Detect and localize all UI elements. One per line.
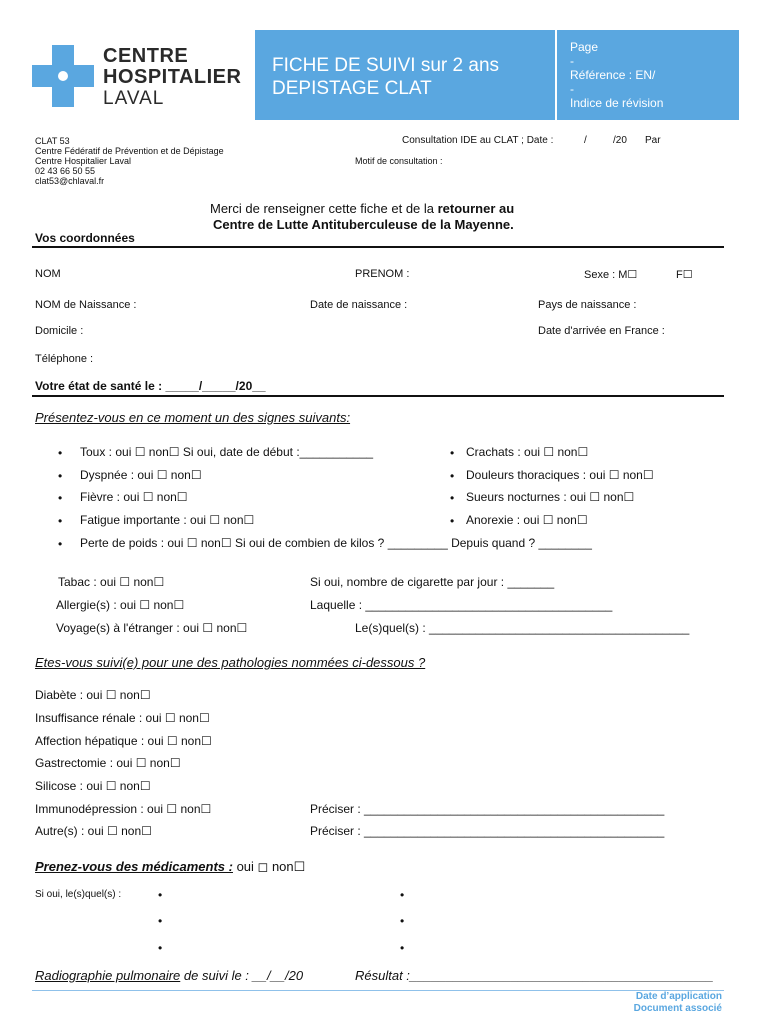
footer-document-associe: Document associé — [633, 1003, 722, 1014]
page-label: Page — [570, 40, 599, 54]
arrivee-france-label: Date d'arrivée en France : — [538, 325, 665, 337]
nom-naissance-label: NOM de Naissance : — [35, 299, 137, 311]
allergie-options[interactable]: Allergie(s) : oui ☐ non☐ — [56, 598, 185, 612]
document-title — [272, 54, 499, 100]
tabac-options[interactable]: Tabac : oui ☐ non☐ — [58, 575, 165, 589]
reference-label: Référence : EN/ — [570, 68, 656, 82]
medicament-bullet: • — [400, 941, 405, 955]
signes-heading: Présentez-vous en ce moment un des signes suivants: — [35, 410, 351, 425]
sueurs-options[interactable]: Sueurs nocturnes : oui ☐ non☐ — [466, 490, 635, 504]
fievre-options[interactable]: Fièvre : oui ☐ non☐ — [80, 490, 188, 504]
si-oui-lesquels-label: Si oui, le(s)quel(s) : — [35, 889, 122, 900]
diabete-options[interactable]: Diabète : oui ☐ non☐ — [35, 688, 151, 702]
intro-line-2: Centre de Lutte Antituberculeuse de la Mayenne. — [213, 217, 514, 232]
bullet: • — [58, 446, 63, 460]
dyspnee-options[interactable]: Dyspnée : oui ☐ non☐ — [80, 468, 202, 482]
preciser-field-1[interactable]: Préciser : _____________________________________________ — [310, 802, 665, 816]
address-line: Centre Hospitalier Laval — [35, 156, 132, 166]
section-rule — [32, 395, 724, 397]
insuffisance-renale-options[interactable]: Insuffisance rénale : oui ☐ non☐ — [35, 711, 210, 725]
etat-sante-heading: Votre état de santé le : _____/_____/20__ — [35, 379, 266, 393]
address-block — [35, 136, 224, 186]
crachats-options[interactable]: Crachats : oui ☐ non☐ — [466, 445, 589, 459]
medicament-bullet: • — [400, 914, 405, 928]
nom-label: NOM — [35, 268, 61, 280]
medicaments-line — [35, 859, 305, 875]
douleurs-options[interactable]: Douleurs thoraciques : oui ☐ non☐ — [466, 468, 654, 482]
bullet: • — [58, 537, 63, 551]
dash: - — [570, 54, 574, 68]
pathologies-heading: Etes-vous suivi(e) pour une des pathologies nommées ci-dessous ? — [35, 655, 426, 670]
date-naissance-label: Date de naissance : — [310, 299, 408, 311]
intro-text-bold: retourner au — [437, 201, 515, 216]
title-line-2: DEPISTAGE CLAT — [272, 78, 432, 99]
pays-naissance-label: Pays de naissance : — [538, 299, 637, 311]
logo-text — [103, 46, 241, 109]
gastrectomie-options[interactable]: Gastrectomie : oui ☐ non☐ — [35, 756, 181, 770]
logo-line-3: LAVAL — [103, 88, 165, 109]
medicament-bullet: • — [158, 914, 163, 928]
section-rule — [32, 246, 724, 248]
perte-poids-options[interactable]: Perte de poids : oui ☐ non☐ Si oui de combien de kilos ? _________ Depuis quand ? ________ — [80, 536, 592, 550]
address-line: Centre Fédératif de Prévention et de Dépistage — [35, 146, 224, 156]
bullet: • — [58, 491, 63, 505]
radiographie-label: Radiographie pulmonaire — [35, 968, 181, 983]
consultation-date-year: /20 — [613, 135, 627, 146]
immunodepression-options[interactable]: Immunodépression : oui ☐ non☐ — [35, 802, 212, 816]
motif-label: Motif de consultation : — [355, 156, 443, 166]
header-meta — [570, 40, 663, 110]
consultation-date-label: Consultation IDE au CLAT ; Date : — [402, 135, 554, 146]
revision-label: Indice de révision — [570, 96, 664, 110]
bullet: • — [450, 514, 455, 528]
affection-hepatique-options[interactable]: Affection hépatique : oui ☐ non☐ — [35, 734, 212, 748]
address-line: CLAT 53 — [35, 136, 70, 146]
laquelle-field[interactable]: Laquelle : _____________________________________ — [310, 598, 613, 612]
radiographie-line — [35, 968, 303, 983]
medicament-bullet: • — [400, 888, 405, 902]
address-line: 02 43 66 50 55 — [35, 166, 96, 176]
voyage-options[interactable]: Voyage(s) à l'étranger : oui ☐ non☐ — [56, 621, 248, 635]
hospital-cross-logo-icon — [32, 45, 94, 107]
logo-line-2: HOSPITALIER — [103, 66, 242, 88]
bullet: • — [450, 491, 455, 505]
medicament-bullet: • — [158, 888, 163, 902]
cigarettes-field[interactable]: Si oui, nombre de cigarette par jour : _______ — [310, 575, 555, 589]
anorexie-options[interactable]: Anorexie : oui ☐ non☐ — [466, 513, 588, 527]
silicose-options[interactable]: Silicose : oui ☐ non☐ — [35, 779, 151, 793]
dash: - — [570, 82, 574, 96]
autres-options[interactable]: Autre(s) : oui ☐ non☐ — [35, 824, 152, 838]
address-email: clat53@chlaval.fr — [35, 176, 105, 186]
resultat-field[interactable]: Résultat :__________________________________________ — [355, 968, 714, 983]
intro-text: Merci de renseigner cette fiche et de la — [210, 201, 438, 216]
sexe-m-checkbox[interactable]: Sexe : M☐ — [584, 269, 638, 281]
consultation-date-slash: / — [584, 135, 587, 146]
radiographie-date-field[interactable]: de suivi le : __/__/20 — [180, 968, 304, 983]
consultation-par: Par — [645, 135, 661, 146]
footer-rule — [32, 990, 724, 991]
medicaments-options[interactable]: oui ◻ non☐ — [232, 859, 306, 874]
intro-line-1 — [210, 201, 514, 216]
lesquels-field[interactable]: Le(s)quel(s) : _______________________________________ — [355, 621, 690, 635]
medicament-bullet: • — [158, 941, 163, 955]
sexe-f-checkbox[interactable]: F☐ — [676, 269, 693, 281]
toux-options[interactable]: Toux : oui ☐ non☐ Si oui, date de début :___________ — [80, 445, 374, 459]
prenom-label: PRENOM : — [355, 268, 410, 280]
medicaments-heading: Prenez-vous des médicaments : — [35, 859, 233, 874]
bullet: • — [450, 446, 455, 460]
logo-line-1: CENTRE — [103, 45, 189, 67]
footer-date-application: Date d’application — [635, 991, 722, 1002]
telephone-label: Téléphone : — [35, 353, 94, 365]
domicile-label: Domicile : — [35, 325, 84, 337]
title-line-1: FICHE DE SUIVI sur 2 ans — [272, 55, 500, 76]
bullet: • — [58, 469, 63, 483]
fatigue-options[interactable]: Fatigue importante : oui ☐ non☐ — [80, 513, 255, 527]
preciser-field-2[interactable]: Préciser : _____________________________________________ — [310, 824, 665, 838]
section-heading-coordonnees: Vos coordonnées — [35, 231, 135, 245]
bullet: • — [450, 469, 455, 483]
bullet: • — [58, 514, 63, 528]
